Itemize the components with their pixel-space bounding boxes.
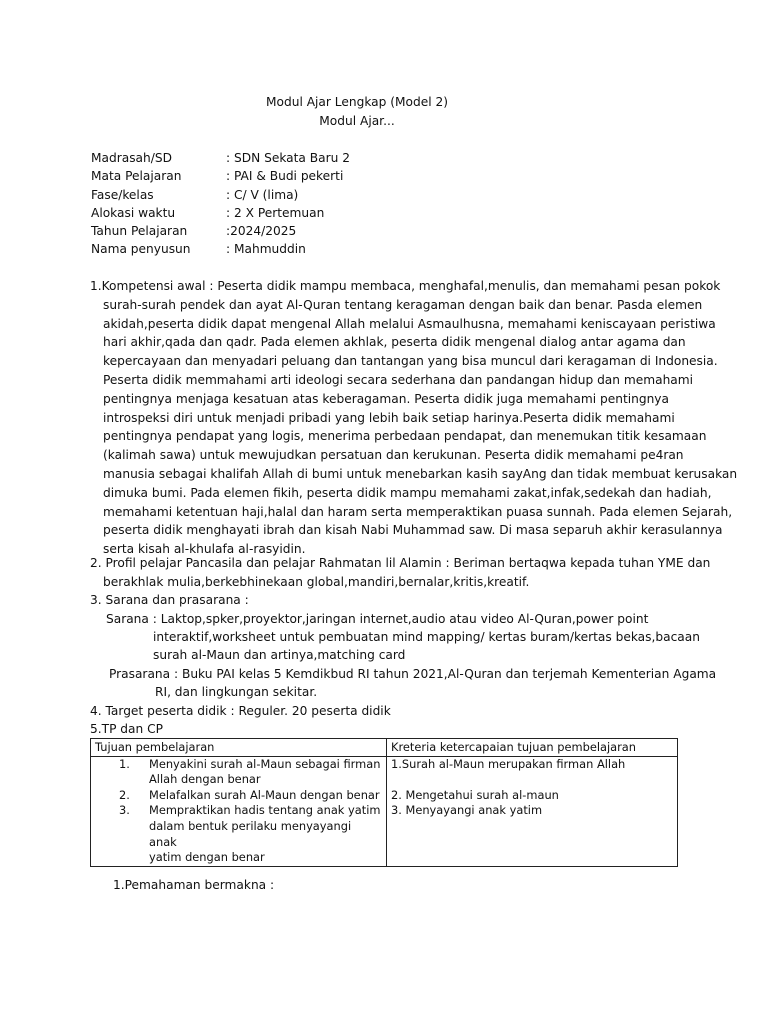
paragraph-line: peserta didik menghayati ibrah dan kisah Nabi Muhammad saw. Di masa separuh akhir kerasulannya [103,523,723,538]
identity-value: : PAI & Budi pekerti [226,169,344,183]
document-title: Modul Ajar Lengkap (Model 2) [266,95,448,109]
sarana-heading: 3. Sarana dan prasarana : [90,593,249,607]
paragraph-line: memahami ketentuan haji,halal dan haram serta memperaktikan puasa sunnah. Pada elemen Sejarah, [103,504,733,519]
paragraph-line: (kalimah sawa) untuk mewujudkan persatuan dan kerukunan. Peserta didik memahami pe4ran [103,448,684,463]
profil-pelajar-paragraph [90,554,711,592]
paragraph-line: Peserta didik memmahami arti ideologi secara sederhana dan pandangan hidup dan memahami [103,372,694,387]
paragraph-line: pentingnya pendapat yang logis, menerima perbedaan pendapat, dan menemukan titik kesamaan [103,429,707,444]
paragraph-line: kepercayaan dan menyadari peluang dan tantangan yang bisa muncul dari keragaman di Indonesia. [103,354,718,369]
table-header-cell: Tujuan pembelajaran [91,739,387,757]
identity-label: Fase/kelas [91,188,154,202]
list-text: yatim dengan benar [149,850,265,865]
table-row [91,756,678,866]
kriteria-item: 3. Menyayangi anak yatim [391,803,543,818]
list-number: 1. [119,756,130,771]
identity-label: Alokasi waktu [91,206,176,220]
list-text: Allah dengan benar [149,772,261,787]
paragraph-line: berakhlak mulia,berkebhinekaan global,mandiri,bernalar,kritis,kreatif. [103,574,530,589]
identity-value: :2024/2025 [226,224,297,238]
paragraph-line: 1.Kompetensi awal : Peserta didik mampu membaca, menghafal,menulis, dan memahami pesan pokok [90,279,721,293]
paragraph-line: introspeksi diri untuk menjadi pribadi yang lebih baik setiap harinya.Peserta didik memahami [103,410,675,425]
tujuan-cell [91,756,387,866]
identity-value: : SDN Sekata Baru 2 [226,151,350,165]
prasarana-line: Prasarana : Buku PAI kelas 5 Kemdikbud RI tahun 2021,Al-Quran dan terjemah Kementerian Agama [109,667,717,681]
identity-value: : 2 X Pertemuan [226,206,325,220]
identity-value: : C/ V (lima) [226,188,299,202]
list-text: Melafalkan surah Al-Maun dengan benar [149,787,380,802]
paragraph-line: manusia sebagai khalifah Allah di bumi untuk menebarkan kasih sayAng dan tidak membuat kerusakan [103,466,738,481]
kompetensi-awal-paragraph [90,277,738,559]
list-number: 3. [119,803,130,818]
identity-label: Mata Pelajaran [91,169,182,183]
tp-cp-heading: 5.TP dan CP [90,722,163,736]
list-text: Menyakini surah al-Maun sebagai firman [149,756,381,771]
target-peserta-line: 4. Target peserta didik : Reguler. 20 peserta didik [90,704,391,718]
list-number: 2. [119,787,130,802]
paragraph-line: hari akhir,qada dan qadr. Pada elemen akhlak, peserta didik mengenal dialog antar agama dan [103,335,686,350]
sarana-line: interaktif,worksheet untuk pembuatan mind mapping/ kertas buram/kertas bekas,bacaan [153,630,700,644]
tp-cp-table [90,738,678,867]
list-text: dalam bentuk perilaku menyayangi anak [149,818,352,849]
paragraph-line: surah-surah pendek dan ayat Al-Quran tentang keragaman dengan baik dan benar. Pasda elemen [103,297,703,312]
sarana-line: surah al-Maun dan artinya,matching card [153,648,406,662]
list-item [95,788,382,804]
table-header-cell: Kreteria ketercapaian tujuan pembelajaran [387,739,678,757]
kriteria-item: 2. Mengetahui surah al-maun [391,787,559,802]
prasarana-line: RI, dan lingkungan sekitar. [155,685,318,699]
paragraph-line: 2. Profil pelajar Pancasila dan pelajar Rahmatan lil Alamin : Beriman bertaqwa kepada tuhan YME dan [90,556,711,570]
paragraph-line: pentingnya menjaga kesatuan atas keberagaman. Peserta didik juga memahami pentingnya [103,391,669,406]
kriteria-item: 1.Surah al-Maun merupakan firman Allah [391,756,626,771]
kriteria-cell [387,756,678,866]
paragraph-line: dimuka bumi. Pada elemen fikih, peserta didik mampu memahami zakat,infak,sedekah dan hadiah, [103,485,712,500]
identity-label: Madrasah/SD [91,151,172,165]
table-header-row [91,739,678,757]
list-item [95,803,382,865]
paragraph-line: akidah,peserta didik dapat mengenal Allah melalui Asmaulhusna, memahami keniscayaan peristiwa [103,316,716,331]
identity-label: Nama penyusun [91,242,191,256]
document-subtitle: Modul Ajar... [319,114,395,128]
paragraph-line: serta kisah al-khulafa al-rasyidin. [103,542,306,557]
list-item [95,757,382,788]
identity-value: : Mahmuddin [226,242,306,256]
identity-label: Tahun Pelajaran [91,224,188,238]
pemahaman-bermakna-heading: 1.Pemahaman bermakna : [113,878,275,892]
list-text: Mempraktikan hadis tentang anak yatim [149,803,381,818]
sarana-line: Sarana : Laktop,spker,proyektor,jaringan internet,audio atau video Al-Quran,power point [106,612,649,626]
